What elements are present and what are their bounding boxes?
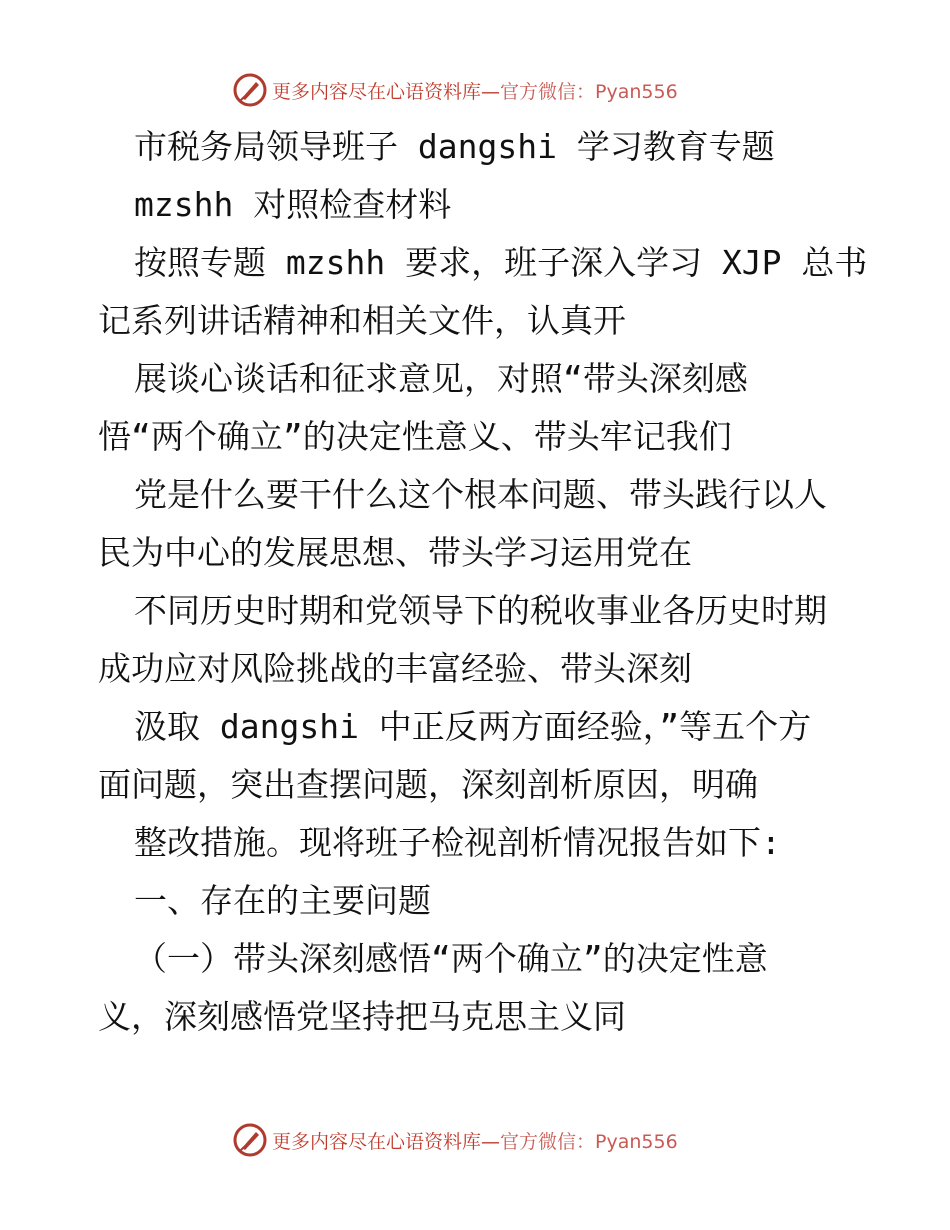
watermark-separator: — [481, 1130, 501, 1153]
watermark-wechat: 官方微信：Pyan556 [500, 1130, 678, 1153]
quill-seal-icon [232, 1122, 268, 1158]
paragraph-line: 按照专题 mzshh 要求，班子深入学习 XJP 总书 [134, 243, 868, 282]
paragraph-line: 记系列讲话精神和相关文件，认真开 [98, 301, 626, 340]
paragraph-line: 义，深刻感悟党坚持把马克思主义同 [98, 997, 626, 1036]
watermark-main: 更多内容尽在心语资料库 [272, 1130, 482, 1153]
watermark-main: 更多内容尽在心语资料库 [272, 80, 482, 103]
watermark-wechat: 官方微信：Pyan556 [500, 80, 678, 103]
paragraph-line: 展谈心谈话和征求意见，对照“带头深刻感 [134, 359, 748, 398]
watermark-separator: — [481, 80, 501, 103]
paragraph-line: 不同历史时期和党领导下的税收事业各历史时期 [134, 591, 827, 630]
paragraph-line: 成功应对风险挑战的丰富经验、带头深刻 [98, 649, 692, 688]
paragraph-line: 党是什么要干什么这个根本问题、带头践行以人 [134, 475, 827, 514]
paragraph-line: 悟“两个确立”的决定性意义、带头牢记我们 [98, 417, 732, 456]
section-heading: 一、存在的主要问题 [134, 881, 431, 920]
document-title-line-1: 市税务局领导班子 dangshi 学习教育专题 [134, 127, 775, 166]
watermark-banner-top [232, 70, 712, 110]
document-title-line-2: mzshh 对照检查材料 [134, 185, 452, 224]
watermark-text [272, 77, 678, 104]
paragraph-line: 整改措施。现将班子检视剖析情况报告如下: [134, 823, 781, 862]
paragraph-line: 面问题，突出查摆问题，深刻剖析原因，明确 [98, 765, 758, 804]
quill-seal-icon [232, 72, 268, 108]
paragraph-line: 民为中心的发展思想、带头学习运用党在 [98, 533, 692, 572]
paragraph-line: 汲取 dangshi 中正反两方面经验，”等五个方 [134, 707, 812, 746]
subsection-heading: （一）带头深刻感悟“两个确立”的决定性意 [134, 939, 768, 978]
watermark-text [272, 1127, 678, 1154]
watermark-banner-bottom [232, 1120, 712, 1160]
